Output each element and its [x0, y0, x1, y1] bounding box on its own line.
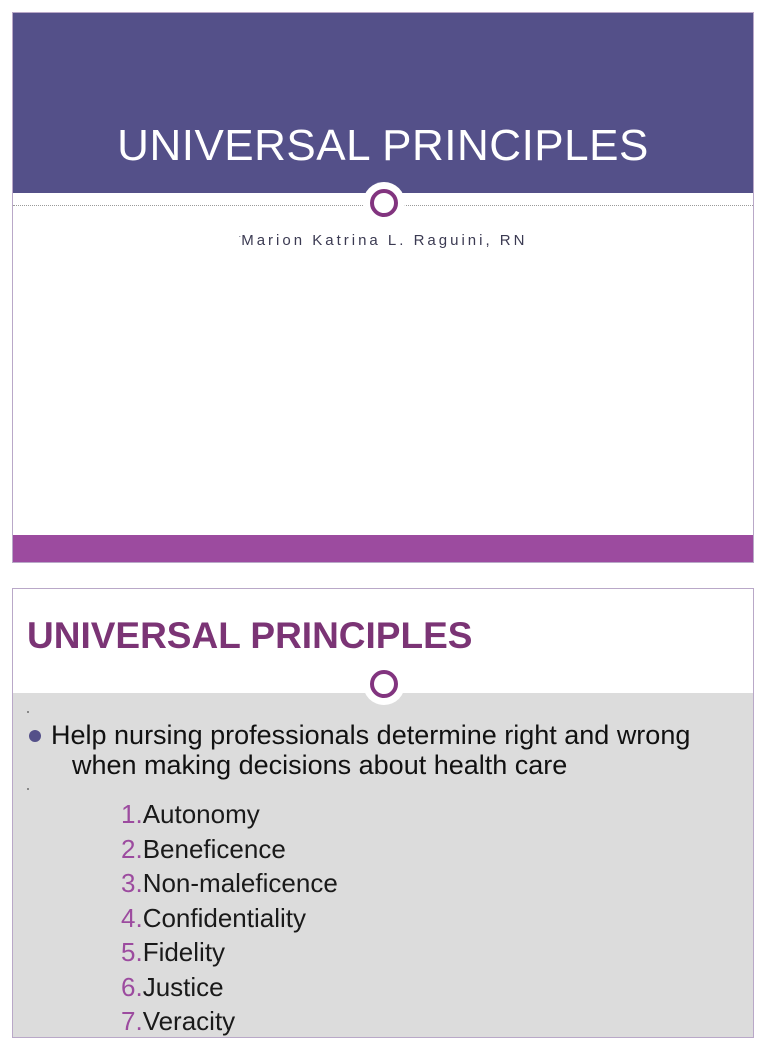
slide-title: UNIVERSAL PRINCIPLES	[117, 121, 649, 170]
principle-label: Beneficence	[142, 833, 286, 864]
principle-label: Veracity	[142, 1006, 236, 1036]
principle-label: Non-maleficence	[142, 868, 338, 898]
principle-label: Autonomy	[142, 799, 260, 829]
bullet-text	[51, 720, 744, 780]
ring-ornament-icon	[363, 663, 405, 705]
bullet-text-line2: when making decisions about health care	[72, 750, 568, 780]
principle-number: 6.	[121, 971, 143, 1002]
principle-label: Confidentiality	[142, 902, 306, 933]
author-subtitle	[13, 232, 753, 249]
stray-mark	[27, 788, 29, 790]
bullet-dot-icon	[29, 730, 41, 742]
principle-number: 7.	[121, 1006, 143, 1036]
principle-item	[121, 970, 338, 1005]
principle-number: 2.	[121, 833, 143, 864]
principle-item	[121, 901, 338, 936]
principle-label: Justice	[142, 971, 224, 1002]
content-slide	[12, 588, 754, 1038]
principle-item	[121, 1004, 338, 1038]
principle-number: 5.	[121, 937, 143, 967]
principle-item	[121, 832, 338, 867]
principle-item	[121, 797, 338, 832]
principle-number: 1.	[121, 799, 143, 829]
bullet-text-line1: Help nursing professionals determine right and wrong	[51, 720, 691, 750]
author-name: Marion Katrina L. Raguini, RN	[241, 232, 528, 249]
title-slide	[12, 12, 754, 563]
subtitle-dot: ·	[238, 232, 242, 241]
principle-label: Fidelity	[142, 937, 226, 967]
principles-list	[121, 797, 338, 1038]
principle-item	[121, 935, 338, 970]
stray-mark	[27, 711, 29, 713]
principle-number: 3.	[121, 868, 143, 898]
footer-band	[13, 535, 753, 562]
ring-ornament-icon	[363, 182, 405, 224]
bullet-point	[29, 720, 744, 780]
content-slide-title: UNIVERSAL PRINCIPLES	[27, 615, 473, 656]
principle-number: 4.	[121, 902, 143, 933]
principle-item	[121, 866, 338, 901]
